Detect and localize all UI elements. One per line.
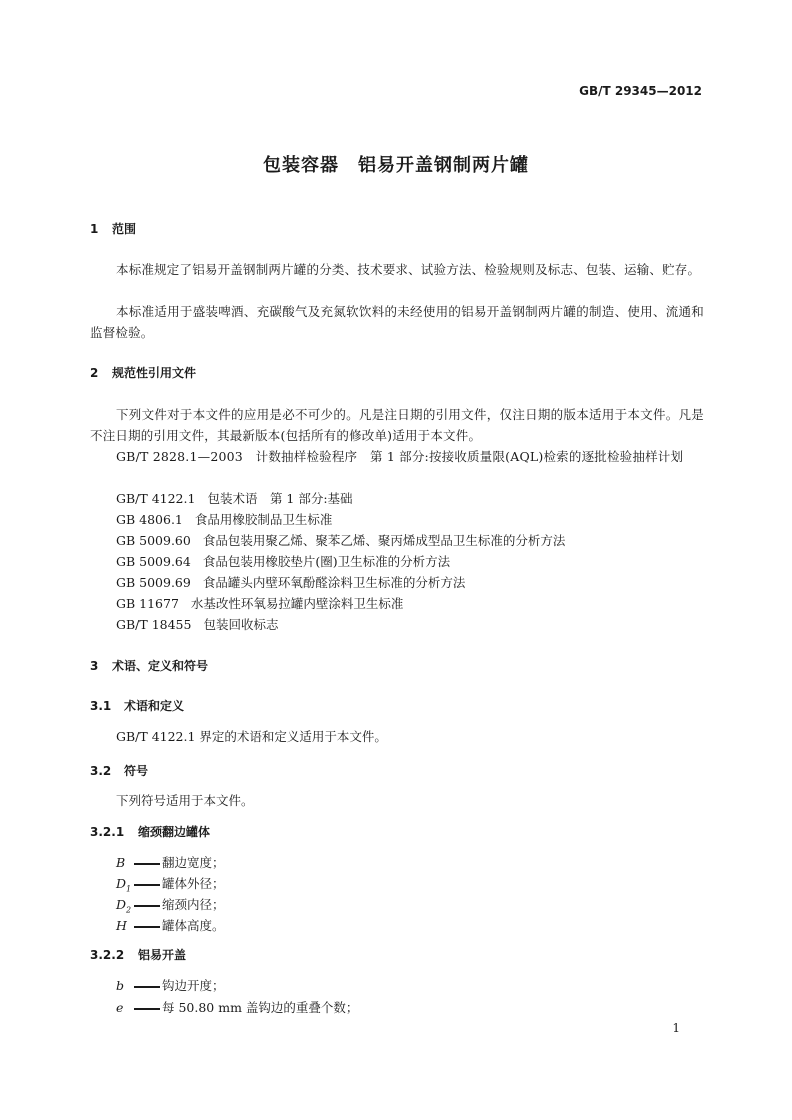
symbol-item xyxy=(116,916,225,936)
section-3-2-2-heading xyxy=(90,946,186,963)
reference-item xyxy=(116,573,465,591)
reference-code: GB 5009.69 xyxy=(116,575,191,590)
section-title: 铝易开盖 xyxy=(138,948,187,962)
section-title: 规范性引用文件 xyxy=(112,366,197,380)
reference-item xyxy=(116,510,332,528)
section-title: 缩颈翻边罐体 xyxy=(138,825,211,839)
reference-code: GB 4806.1 xyxy=(116,512,183,527)
symbol: B xyxy=(116,855,126,870)
dash xyxy=(134,926,160,928)
scope-paragraph-2: 本标准适用于盛装啤酒、充碳酸气及充氮软饮料的未经使用的铝易开盖钢制两片罐的制造、使用、流通和监督检验。 xyxy=(90,304,704,340)
reference-title: 包装回收标志 xyxy=(203,617,279,632)
document-title: 包装容器 铝易开盖钢制两片罐 xyxy=(263,155,529,176)
symbol-description: 翻边宽度； xyxy=(162,855,225,870)
section-3-1-heading xyxy=(90,697,184,714)
dash xyxy=(134,986,160,988)
standard-number: GB/T 29345—2012 xyxy=(579,84,702,98)
reference-item xyxy=(116,531,565,549)
section-3-heading xyxy=(90,657,208,674)
section-2-heading xyxy=(90,364,196,381)
reference-item xyxy=(116,552,450,570)
symbol-description: 每 50.80 mm 盖钩边的重叠个数； xyxy=(162,1000,359,1015)
symbol-description: 缩颈内径； xyxy=(162,897,225,912)
dash xyxy=(134,863,160,865)
references-intro: 下列文件对于本文件的应用是必不可少的。凡是注日期的引用文件，仅注日期的版本适用于本文件。凡是不注日期的引用文件，其最新版本(包括所有的修改单)适用于本文件。 xyxy=(90,407,704,443)
reference-title: 水基改性环氧易拉罐内壁涂料卫生标准 xyxy=(190,596,404,611)
symbol-description: 罐体外径； xyxy=(162,876,225,891)
dash xyxy=(134,1008,160,1010)
reference-item xyxy=(116,594,403,612)
symbol: $D_2$ xyxy=(116,897,132,915)
symbol-item xyxy=(116,976,225,996)
reference-code: GB/T 4122.1 xyxy=(116,491,196,506)
reference-gbt-2828: GB/T 2828.1—2003 计数抽样检验程序 第 1 部分:按接收质量限(AQL)检索的逐批检验抽样计划 xyxy=(116,449,684,464)
section-number: 2 xyxy=(90,366,99,380)
section-number: 3 xyxy=(90,659,99,673)
reference-title: 食品用橡胶制品卫生标准 xyxy=(194,512,333,527)
reference-title: 包装术语 第 1 部分:基础 xyxy=(207,491,353,506)
dash xyxy=(134,905,160,907)
section-number: 3.2 xyxy=(90,764,112,778)
section-1-heading xyxy=(90,220,136,237)
symbol: H xyxy=(116,918,127,933)
section-title: 术语、定义和符号 xyxy=(112,659,209,673)
reference-item xyxy=(116,489,353,507)
section-3-2-heading xyxy=(90,762,148,779)
symbol-item xyxy=(116,874,225,894)
symbol-description: 罐体高度。 xyxy=(162,918,225,933)
symbol-item xyxy=(116,998,358,1018)
symbol: $D_1$ xyxy=(116,876,132,894)
symbol-description: 钩边开度； xyxy=(162,978,225,993)
symbols-text: 下列符号适用于本文件。 xyxy=(116,793,254,808)
section-number: 3.1 xyxy=(90,699,112,713)
section-number: 3.2.1 xyxy=(90,825,125,839)
reference-code: GB/T 18455 xyxy=(116,617,192,632)
symbol: b xyxy=(116,978,125,993)
reference-code: GB 11677 xyxy=(116,596,179,611)
section-number: 3.2.2 xyxy=(90,948,125,962)
symbol-item xyxy=(116,853,225,873)
scope-paragraph-1: 本标准规定了铝易开盖钢制两片罐的分类、技术要求、试验方法、检验规则及标志、包装、运输、贮存。 xyxy=(116,262,701,277)
page-number: 1 xyxy=(672,1021,680,1035)
section-title: 范围 xyxy=(112,222,137,236)
reference-code: GB 5009.64 xyxy=(116,554,191,569)
reference-code: GB 5009.60 xyxy=(116,533,191,548)
reference-item xyxy=(116,615,278,633)
section-title: 术语和定义 xyxy=(124,699,185,713)
symbol-item xyxy=(116,895,225,915)
reference-title: 食品包装用聚乙烯、聚苯乙烯、聚丙烯成型品卫生标准的分析方法 xyxy=(202,533,566,548)
symbol: e xyxy=(116,1000,124,1015)
section-number: 1 xyxy=(90,222,99,236)
reference-title: 食品包装用橡胶垫片(圈)卫生标准的分析方法 xyxy=(202,554,451,569)
section-3-2-1-heading xyxy=(90,823,210,840)
terms-text: GB/T 4122.1 界定的术语和定义适用于本文件。 xyxy=(116,729,387,744)
dash xyxy=(134,884,160,886)
section-title: 符号 xyxy=(124,764,149,778)
reference-title: 食品罐头内壁环氧酚醛涂料卫生标准的分析方法 xyxy=(202,575,466,590)
